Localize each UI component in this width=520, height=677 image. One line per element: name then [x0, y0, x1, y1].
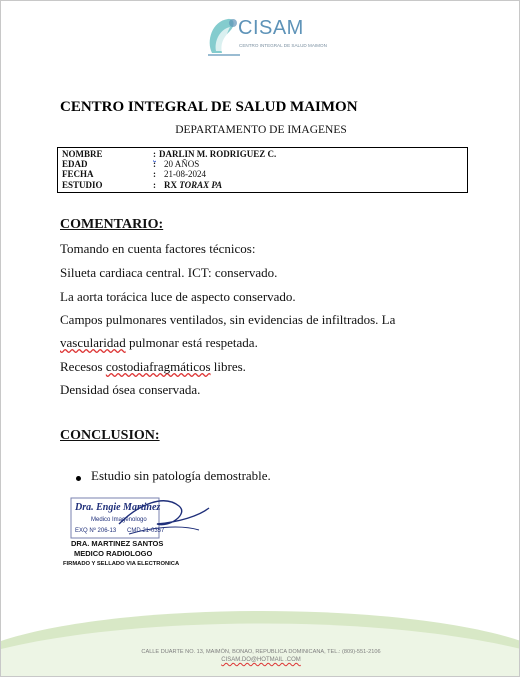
- comment-line: [60, 335, 258, 351]
- info-colon: :: [153, 169, 156, 179]
- logo-mark-icon: [206, 13, 242, 59]
- stamp-cmd: CMD 21-0357: [127, 528, 165, 534]
- info-value-estudio: [164, 180, 222, 191]
- footer-address: CALLE DUARTE NO. 13, MAIMÓN, BONAO, REPUBLICA DOMINICANA, TEL.: (809)-551-2106: [141, 649, 381, 655]
- info-label: NOMBRE: [62, 149, 103, 159]
- logo-subtitle: CENTRO INTEGRAL DE SALUD MAIMON: [239, 43, 327, 48]
- bullet-icon: [76, 476, 81, 481]
- stamp-specialty: Medico Imagenologo: [91, 517, 147, 523]
- info-value-edad: 20 AÑOS: [164, 159, 200, 169]
- comment-line: La aorta torácica luce de aspecto conservado.: [60, 289, 296, 304]
- patient-info-box: [57, 147, 468, 193]
- footer-email-text: CISAM.DO@HOTMAIL .COM: [221, 657, 301, 663]
- stamp-name: Dra. Engie Martinez: [75, 502, 161, 513]
- study-prefix: RX: [164, 180, 177, 190]
- comment-text: pulmonar está respetada.: [125, 335, 258, 350]
- footer-email: [1, 657, 520, 663]
- info-colon: :: [153, 180, 156, 190]
- comentario-heading: COMENTARIO:: [60, 217, 164, 232]
- spellcheck-word: costodiafragmáticos: [105, 359, 211, 374]
- department-title: DEPARTAMENTO DE IMAGENES: [175, 124, 347, 136]
- signature-stamp: [69, 494, 219, 542]
- logo-title: CISAM: [238, 17, 304, 39]
- comment-line: [60, 359, 246, 375]
- conclusion-item: Estudio sin patología demostrable.: [91, 468, 271, 483]
- signer-name: DRA. MARTINEZ SANTOS: [71, 539, 164, 548]
- info-value-fecha: 21-08-2024: [164, 169, 206, 179]
- stamp-exq: EXQ Nº 206-13: [75, 528, 117, 534]
- comment-text: Recesos: [60, 359, 106, 374]
- comment-line: Tomando en cuenta factores técnicos:: [60, 241, 256, 256]
- info-label: EDAD: [62, 159, 88, 169]
- conclusion-heading: CONCLUSION:: [60, 428, 160, 443]
- center-name-heading: CENTRO INTEGRAL DE SALUD MAIMON: [60, 99, 358, 115]
- comment-line: Silueta cardiaca central. ICT: conservado.: [60, 265, 278, 280]
- comment-line: Densidad ósea conservada.: [60, 382, 201, 397]
- info-value-nombre: DARLIN M. RODRIGUEZ C.: [159, 149, 277, 159]
- info-label: ESTUDIO: [62, 180, 103, 190]
- signer-title: MEDICO RADIOLOGO: [74, 549, 153, 558]
- comment-text: libres.: [210, 359, 246, 374]
- info-colon: :: [153, 149, 156, 159]
- info-label: FECHA: [62, 169, 94, 179]
- footer-wave-decoration: [1, 601, 520, 677]
- cisam-logo: [206, 13, 336, 59]
- electronic-signature-note: FIRMADO Y SELLADO VIA ELECTRONICA: [63, 561, 180, 567]
- spellcheck-word: vascularidad: [60, 335, 126, 350]
- info-colon: :: [153, 159, 156, 169]
- comment-line: Campos pulmonares ventilados, sin evidencias de infiltrados. La: [60, 312, 396, 327]
- study-name: TORAX PA: [179, 180, 223, 190]
